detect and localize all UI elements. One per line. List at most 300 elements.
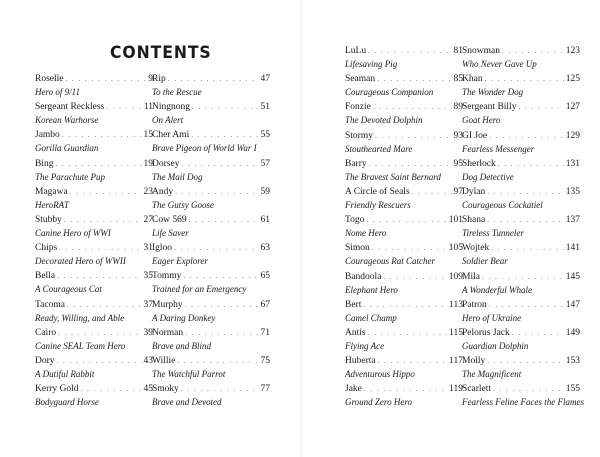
dot-leader [181, 158, 258, 171]
toc-entry-name: Bert [345, 299, 362, 310]
toc-entry-line [345, 186, 463, 199]
toc-entry [462, 271, 580, 297]
toc-entry [35, 158, 153, 184]
toc-entry-page-number: 109 [448, 271, 463, 282]
toc-entry-name: Fonzie [345, 102, 371, 113]
dot-leader [364, 383, 447, 396]
dot-leader [498, 158, 564, 171]
toc-entry-subtitle: Bodyguard Horse [35, 397, 99, 408]
toc-entry-name: Wojtek [462, 243, 490, 254]
toc-entry [152, 242, 270, 268]
toc-entry [152, 186, 270, 212]
toc-entry-subtitle: A Dutiful Rabbit [35, 369, 95, 379]
toc-entry-name: GI Joe [462, 130, 488, 141]
toc-entry-page-number: 149 [565, 328, 580, 338]
toc-entry-page-number: 67 [260, 299, 270, 310]
toc-entry-name: Bella [35, 271, 56, 282]
dot-leader [106, 101, 142, 114]
toc-entry-page-number: 115 [449, 328, 463, 338]
toc-entry-name: Tommy [152, 271, 182, 282]
toc-entry [462, 186, 580, 212]
toc-entry-page-number: 147 [565, 299, 580, 310]
dot-leader [383, 271, 446, 284]
toc-entry-line [152, 158, 270, 171]
toc-entry-subtitle: Who Never Gave Up [462, 59, 537, 69]
toc-entry [345, 355, 463, 381]
toc-entry-page-number: 85 [453, 74, 463, 85]
toc-entry-name: Murphy [152, 299, 183, 310]
toc-entry [35, 383, 153, 409]
toc-entry-line [35, 327, 153, 340]
toc-entry [152, 101, 270, 127]
toc-entry-subtitle: Fearless Messenger [462, 143, 535, 154]
toc-entry-page-number: 95 [453, 158, 463, 169]
toc-entry-page-number: 127 [565, 102, 580, 113]
toc-entry-name: Khan [462, 74, 483, 85]
toc-entry-subtitle: Nome Hero [345, 228, 387, 239]
toc-entry-subtitle: Adventurous Hippo [345, 369, 415, 380]
toc-entry [35, 186, 153, 212]
toc-entry-name: Kerry Gold [35, 384, 79, 395]
toc-entry-line [152, 242, 270, 255]
toc-entry [462, 242, 580, 268]
dot-leader [487, 214, 564, 227]
toc-entry-page-number: 101 [448, 215, 463, 226]
toc-entry-subtitle: The Magnificent [462, 369, 522, 380]
toc-entry-name: Jake [345, 384, 362, 395]
toc-entry-page-number: 155 [565, 384, 580, 395]
toc-entry-page-number: 123 [565, 46, 580, 56]
toc-entry-line [152, 270, 270, 283]
toc-entry [345, 214, 463, 240]
dot-leader [502, 45, 564, 58]
toc-entry-line [35, 101, 153, 114]
toc-entry [152, 299, 270, 325]
toc-entry-line [462, 45, 580, 58]
toc-entry-page-number: 35 [143, 271, 153, 282]
toc-entry-line [345, 45, 463, 58]
toc-entry-subtitle: The Watchful Parrot [152, 369, 226, 379]
toc-entry-name: Pelorus Jack [462, 328, 510, 338]
dot-leader [81, 383, 142, 396]
dot-leader [366, 214, 446, 227]
toc-entry-page-number: 113 [449, 299, 463, 310]
toc-entry-name: Smoky [152, 384, 179, 395]
toc-entry-subtitle: The Mail Dog [152, 171, 203, 182]
dot-leader [485, 73, 564, 86]
toc-entry-name: Stormy [345, 130, 373, 141]
toc-entry-name: A Circle of Seals [345, 187, 410, 197]
toc-entry [152, 383, 270, 409]
toc-entry-line [35, 129, 153, 142]
toc-entry-subtitle: Brave and Blind [152, 340, 211, 351]
toc-entry [345, 383, 463, 409]
dot-leader [59, 242, 141, 255]
toc-entry-line [462, 242, 580, 255]
toc-entry-subtitle: Lifesaving Pig [345, 59, 398, 69]
toc-entry-subtitle: Camel Champ [345, 312, 397, 323]
toc-entry-subtitle: Courageous Companion [345, 87, 434, 98]
toc-entry-line [462, 383, 580, 396]
toc-entry [152, 327, 270, 353]
toc-entry [462, 130, 580, 156]
toc-entry [35, 73, 153, 99]
toc-entry-line [35, 73, 153, 86]
toc-entry-name: Magawa [35, 186, 68, 197]
toc-entry-subtitle: The Parachute Pup [35, 171, 105, 182]
page-gutter [301, 0, 302, 457]
toc-entry-name: Bandoola [345, 271, 382, 282]
dot-leader [192, 101, 259, 114]
page-title: CONTENTS [110, 43, 212, 63]
toc-entry-name: Sergeant Reckless [35, 102, 105, 113]
toc-entry-subtitle: A Wonderful Whale [462, 284, 532, 295]
toc-entry-subtitle: Hero of 9/11 [35, 87, 80, 97]
toc-entry-name: Igloo [152, 243, 173, 254]
toc-entry-page-number: 125 [565, 74, 580, 85]
toc-entry-page-number: 61 [260, 215, 270, 225]
toc-entry-line [345, 383, 463, 396]
toc-entry-subtitle: Canine Hero of WWI [35, 228, 111, 238]
toc-entry [345, 73, 463, 99]
dot-leader [64, 214, 142, 227]
toc-entry-line [462, 214, 580, 227]
toc-entry [462, 383, 584, 409]
toc-entry-name: Bing [35, 158, 54, 169]
dot-leader [373, 101, 452, 114]
toc-entry-name: Cairo [35, 327, 57, 338]
dot-leader [489, 130, 564, 143]
toc-entry-line [35, 158, 153, 171]
dot-leader [177, 355, 258, 368]
dot-leader [57, 355, 142, 368]
toc-entry-name: Dylan [462, 187, 486, 197]
toc-entry [345, 299, 463, 325]
toc-entry-page-number: 135 [565, 187, 580, 197]
toc-entry [35, 355, 153, 381]
toc-entry-line [35, 186, 153, 199]
toc-entry [462, 299, 580, 325]
toc-entry-subtitle: HeroRAT [35, 199, 69, 210]
toc-entry-line [345, 73, 463, 86]
dot-leader [168, 73, 259, 86]
toc-entry-subtitle: Ready, Willing, and Able [35, 312, 125, 323]
toc-entry-name: Patron [462, 299, 487, 310]
toc-entry-subtitle: Elephant Hero [345, 284, 398, 295]
dot-leader [189, 214, 259, 227]
toc-entry-page-number: 141 [565, 243, 580, 254]
toc-entry-name: Huberta [345, 356, 376, 367]
toc-entry-page-number: 93 [453, 130, 463, 141]
dot-leader [372, 242, 447, 255]
toc-entry-page-number: 45 [143, 384, 153, 395]
toc-entry-line [462, 327, 580, 340]
dot-leader [55, 158, 141, 171]
dot-leader [491, 242, 564, 255]
toc-entry-line [152, 186, 270, 199]
toc-entry [35, 214, 153, 240]
toc-entry-subtitle: Hero of Ukraine [462, 312, 522, 323]
toc-entry-page-number: 97 [453, 187, 463, 197]
toc-entry-subtitle: Canine SEAL Team Hero [35, 340, 126, 351]
toc-entry-name: Willie [152, 356, 176, 366]
toc-entry-subtitle: Flying Ace [345, 341, 385, 351]
toc-entry-line [35, 355, 153, 368]
dot-leader [70, 186, 142, 199]
toc-entry-subtitle: The Bravest Saint Bernard [345, 171, 441, 182]
toc-entry [345, 45, 463, 71]
toc-entry-line [345, 355, 463, 368]
toc-entry-name: Chips [35, 243, 58, 254]
toc-entry-name: Barry [345, 158, 367, 169]
toc-entry-line [35, 383, 153, 396]
toc-entry-name: Norman [152, 327, 184, 338]
toc-entry-subtitle: On Alert [152, 115, 184, 126]
dot-leader [175, 186, 258, 199]
toc-entry-subtitle: Tireless Tunneler [462, 228, 524, 239]
dot-leader [191, 129, 258, 142]
dot-leader [66, 73, 147, 86]
toc-entry-page-number: 137 [565, 215, 580, 226]
toc-entry-page-number: 27 [143, 215, 153, 225]
toc-entry-subtitle: Brave and Devoted [152, 397, 222, 408]
toc-entry-subtitle: Dog Detective [462, 171, 514, 182]
dot-leader [368, 327, 448, 340]
toc-entry-subtitle: Friendly Rescuers [345, 200, 411, 210]
toc-entry-page-number: 11 [143, 102, 153, 113]
toc-entry-line [152, 383, 270, 396]
toc-entry-subtitle: Goat Hero [462, 115, 501, 126]
dot-leader [174, 242, 258, 255]
toc-entry-line [345, 327, 463, 340]
toc-entry [152, 73, 270, 99]
toc-entry-line [152, 214, 270, 227]
dot-leader [487, 186, 564, 199]
toc-entry-name: Antis [345, 328, 366, 338]
toc-entry-line [462, 158, 580, 171]
toc-entry-subtitle: Fearless Feline Faces the Flames [462, 397, 584, 408]
toc-entry-name: Sergeant Billy [462, 102, 517, 113]
toc-entry [345, 327, 463, 353]
toc-entry-subtitle: Brave Pigeon of World War I [152, 143, 257, 154]
dot-leader [378, 355, 447, 368]
toc-entry [462, 327, 580, 353]
toc-entry-name: Andy [152, 186, 174, 197]
toc-entry-line [152, 299, 270, 312]
dot-leader [375, 130, 452, 143]
toc-entry-subtitle: Courageous Cockatiel [462, 200, 543, 210]
toc-entry-subtitle: Courageous Rat Catcher [345, 256, 435, 267]
dot-leader [412, 186, 452, 199]
dot-leader [368, 45, 451, 58]
toc-entry-name: Togo [345, 215, 365, 226]
toc-entry-page-number: 39 [143, 327, 153, 338]
dot-leader [67, 299, 142, 312]
toc-entry-subtitle: The Wonder Dog [462, 87, 524, 98]
toc-entry-subtitle: Trained for an Emergency [152, 284, 247, 295]
toc-entry [35, 327, 153, 353]
toc-entry-page-number: 119 [449, 384, 463, 395]
toc-entry-subtitle: Eager Explorer [152, 256, 208, 267]
toc-entry [152, 214, 270, 240]
toc-entry-page-number: 81 [453, 46, 463, 56]
toc-entry [345, 130, 463, 156]
toc-entry [345, 242, 463, 268]
toc-entry-name: Scarlett [462, 384, 492, 395]
toc-entry-line [462, 101, 580, 114]
toc-entry-line [152, 73, 270, 86]
toc-entry-line [345, 130, 463, 143]
toc-entry-page-number: 57 [260, 158, 270, 169]
toc-entry [152, 355, 270, 381]
toc-entry-line [35, 242, 153, 255]
toc-entry-page-number: 63 [260, 243, 270, 254]
toc-entry-line [152, 129, 270, 142]
dot-leader [183, 270, 258, 283]
dot-leader [493, 383, 564, 396]
toc-entry-line [345, 101, 463, 114]
toc-entry-name: Tacoma [35, 299, 65, 310]
toc-entry [152, 158, 270, 184]
toc-entry-line [462, 271, 580, 284]
toc-entry [462, 73, 580, 99]
toc-entry-page-number: 129 [565, 130, 580, 141]
toc-entry-name: Jambo [35, 130, 60, 141]
toc-entry-name: Roselle [35, 74, 64, 84]
toc-entry-subtitle: To the Rescue [152, 87, 202, 97]
toc-entry-page-number: 131 [565, 158, 580, 169]
toc-entry [462, 355, 580, 381]
toc-entry-subtitle: A Courageous Cat [35, 284, 102, 295]
toc-entry-page-number: 71 [260, 327, 270, 338]
dot-leader [363, 299, 447, 312]
toc-entry-page-number: 37 [143, 299, 153, 310]
dot-leader [487, 355, 564, 368]
toc-entry-name: Cow 569 [152, 215, 187, 225]
toc-entry-subtitle: Gorilla Guardian [35, 143, 99, 154]
toc-entry-page-number: 75 [260, 356, 270, 366]
toc-entry-subtitle: A Daring Donkey [152, 312, 216, 323]
toc-entry-name: Dorsey [152, 158, 180, 169]
toc-entry-name: Molly [462, 356, 486, 367]
dot-leader [58, 327, 141, 340]
toc-entry [35, 270, 153, 296]
toc-entry [462, 158, 580, 184]
toc-entry-subtitle: Decorated Hero of WWII [35, 256, 126, 267]
toc-entry-page-number: 15 [143, 130, 153, 141]
dot-leader [369, 158, 452, 171]
toc-entry [35, 299, 153, 325]
toc-entry-page-number: 55 [260, 130, 270, 141]
toc-entry [345, 158, 463, 184]
toc-entry [462, 101, 580, 127]
toc-entry-subtitle: The Devoted Dolphin [345, 115, 423, 126]
toc-entry-subtitle: Soldier Bear [462, 256, 508, 267]
dot-leader [482, 271, 564, 284]
toc-entry-name: Shana [462, 215, 486, 226]
toc-entry-line [462, 355, 580, 368]
toc-entry-name: Ningnong [152, 102, 190, 113]
toc-entry-page-number: 23 [143, 186, 153, 197]
toc-entry-page-number: 9 [148, 74, 153, 84]
toc-entry-line [462, 130, 580, 143]
dot-leader [518, 101, 563, 114]
toc-entry-subtitle: Life Saver [152, 228, 189, 238]
toc-entry-page-number: 145 [565, 271, 580, 282]
toc-entry [152, 129, 270, 155]
toc-entry-line [345, 299, 463, 312]
toc-entry-subtitle: Guardian Dolphin [462, 341, 529, 351]
toc-entry-page-number: 31 [143, 243, 153, 254]
toc-entry-page-number: 77 [260, 384, 270, 395]
toc-entry-line [345, 214, 463, 227]
toc-entry [152, 270, 270, 296]
toc-entry-subtitle: Ground Zero Hero [345, 397, 412, 408]
toc-entry-page-number: 89 [453, 102, 463, 113]
toc-entry-page-number: 59 [260, 186, 270, 197]
toc-entry-line [345, 271, 463, 284]
toc-entry [462, 214, 580, 240]
toc-entry [462, 45, 580, 71]
toc-entry-line [462, 73, 580, 86]
toc-entry [35, 242, 153, 268]
toc-entry-subtitle: Stouthearted Mare [345, 143, 413, 154]
toc-entry-line [462, 186, 580, 199]
toc-entry [35, 129, 153, 155]
toc-entry-line [345, 158, 463, 171]
toc-entry-name: Mila [462, 271, 480, 282]
toc-entry-subtitle: The Gutsy Goose [152, 199, 214, 210]
toc-entry-name: Dory [35, 356, 55, 366]
toc-entry-page-number: 65 [260, 271, 270, 282]
toc-entry-name: Snowman [462, 46, 500, 56]
toc-entry-page-number: 43 [143, 356, 153, 366]
toc-entry-subtitle: Korean Warhorse [35, 115, 99, 126]
toc-entry [35, 101, 153, 127]
toc-entry-name: Seaman [345, 74, 376, 85]
toc-entry-line [152, 101, 270, 114]
dot-leader [489, 299, 564, 312]
toc-entry-line [152, 327, 270, 340]
toc-entry-name: Rip [152, 74, 166, 84]
toc-entry-name: Sherlock [462, 158, 496, 169]
dot-leader [377, 73, 451, 86]
toc-entry-line [35, 214, 153, 227]
toc-entry-name: LuLu [345, 46, 367, 56]
toc-entry-line [345, 242, 463, 255]
toc-entry [345, 101, 463, 127]
toc-entry-page-number: 153 [565, 356, 580, 367]
toc-entry-page-number: 51 [260, 102, 270, 113]
toc-entry-name: Simon [345, 243, 370, 254]
dot-leader [181, 383, 259, 396]
toc-entry [345, 271, 463, 297]
toc-entry-line [35, 270, 153, 283]
toc-entry-line [152, 355, 270, 368]
toc-entry-line [35, 299, 153, 312]
toc-entry-page-number: 19 [143, 158, 153, 169]
toc-entry-line [462, 299, 580, 312]
dot-leader [512, 327, 564, 340]
toc-entry-page-number: 117 [449, 356, 463, 367]
dot-leader [185, 299, 259, 312]
toc-entry-name: Stubby [35, 215, 62, 225]
toc-entry-page-number: 105 [448, 243, 463, 254]
toc-entry-page-number: 47 [260, 74, 270, 84]
toc-entry [345, 186, 463, 212]
dot-leader [185, 327, 258, 340]
dot-leader [62, 129, 142, 142]
